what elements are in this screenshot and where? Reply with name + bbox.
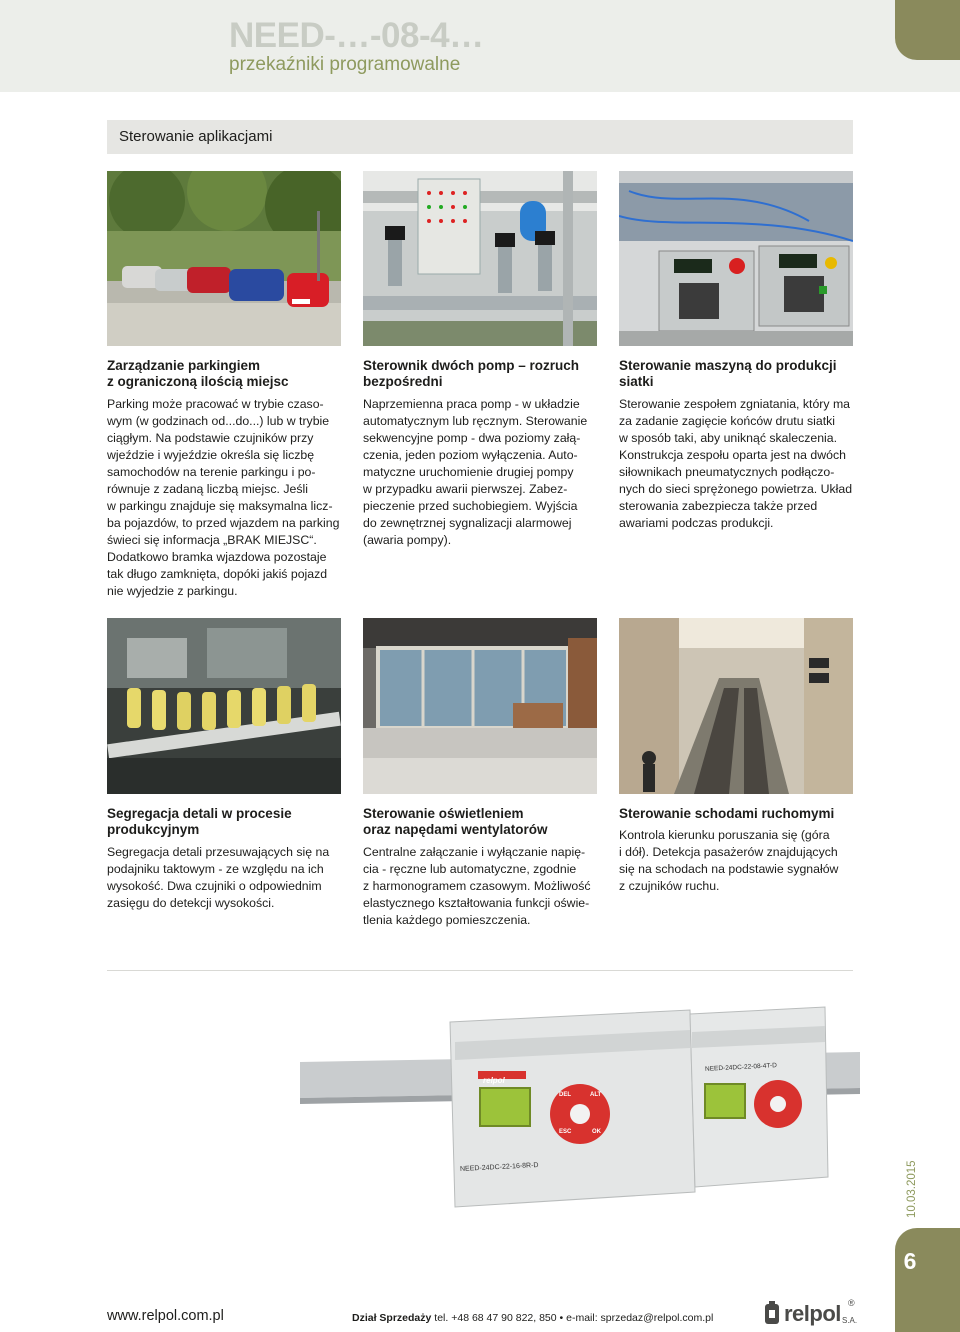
item-1-line: wjeździe i wyjeździe określa się liczbę <box>107 448 315 462</box>
item-2-line: (awaria pompy). <box>363 533 452 547</box>
item-1-title <box>107 358 342 390</box>
item-2-line: automatycznym lub ręcznym. Sterowanie <box>363 414 588 428</box>
item-5-title <box>363 806 598 838</box>
item-6-body <box>619 827 855 895</box>
photo-parking <box>107 171 341 346</box>
item-1-line: w parkingu znajduje się maksymalna licz- <box>107 499 333 513</box>
divider <box>107 970 853 971</box>
item-1-line: równuje z zadaną liczbą miejsc. Jeśli <box>107 482 308 496</box>
relpol-logo <box>762 1298 858 1328</box>
item-6-line: Kontrola kierunku poruszania się (góra <box>619 828 830 842</box>
item-2-title <box>363 358 598 390</box>
product-photo <box>300 992 860 1232</box>
item-2-line: do zewnętrznej sygnalizacji alarmowej <box>363 516 572 530</box>
product-btn-esc: ESC <box>559 1129 572 1135</box>
item-5-line: cia - ręczne lub automatyczne, zgodnie <box>363 862 577 876</box>
footer-dept: Dział Sprzedaży <box>352 1312 432 1324</box>
item-5-body <box>363 844 599 929</box>
item-4-title-line-1: Segregacja detali w procesie <box>107 806 292 821</box>
item-4-line: Segregacja detali przesuwających się na <box>107 845 330 859</box>
product-btn-del: DEL <box>559 1092 571 1098</box>
item-4-line: podajniku taktowym - ze względu na ich <box>107 862 324 876</box>
footer-contact-details: tel. +48 68 47 90 822, 850 • e-mail: sprzedaz@relpol.com.pl <box>434 1312 714 1324</box>
item-1-line: Dodatkowo bramka wjazdowa pozostaje <box>107 550 327 564</box>
item-1-body <box>107 396 343 600</box>
issue-date: 10.03.2015 <box>906 1160 918 1218</box>
item-2-line: matyczne uruchomienie drugiej pompy <box>363 465 574 479</box>
item-2-line: sekwencyjne pomp - dwa poziomy załą- <box>363 431 581 445</box>
item-5-title-line-1: Sterowanie oświetleniem <box>363 806 524 821</box>
photo-pumps <box>363 171 597 346</box>
photo-escalators <box>619 618 853 794</box>
item-2-body <box>363 396 599 549</box>
item-3-title-line-1: Sterowanie maszyną do produkcji <box>619 358 837 373</box>
logo-suffix: S.A. <box>842 1316 858 1325</box>
item-4-line: wysokość. Dwa czujniki o odpowiednim <box>107 879 322 893</box>
logo-registered: ® <box>848 1298 855 1308</box>
item-6-line: i dół). Detekcja pasażerów znajdujących <box>619 845 838 859</box>
item-1-line: ba pojazdów, to przed wjazdem na parking <box>107 516 340 530</box>
item-3-line: nych do sieci sprężonego powietrza. Układ <box>619 482 853 496</box>
item-3-title <box>619 358 854 390</box>
photo-lobby <box>363 618 597 794</box>
product-model-1: NEED-24DC-22-16-8R-D <box>459 1161 539 1174</box>
header-subtitle: przekaźniki programowalne <box>229 54 461 75</box>
item-2-line: Naprzemienna praca pomp - w układzie <box>363 397 580 411</box>
item-6-title <box>619 806 854 822</box>
page-number-tab <box>895 1228 960 1332</box>
item-1-line: samochodów na terenie parkingu i po- <box>107 465 316 479</box>
relpol-logo-icon <box>762 1301 782 1327</box>
item-1-line: Parking może pracować w trybie czaso- <box>107 397 324 411</box>
item-6-line: z czujników ruchu. <box>619 879 720 893</box>
item-5-line: tlenia każdego pomieszczenia. <box>363 913 531 927</box>
item-1-line: wym (w godzinach od...do...) lub w trybie <box>107 414 330 428</box>
item-4-line: zasięgu do detekcji wysokości. <box>107 896 275 910</box>
item-5-title-line-2: oraz napędami wentylatorów <box>363 822 548 837</box>
item-3-line: sterowania zabezpiecza także przed <box>619 499 818 513</box>
item-2-line: w przypadku awarii pierwszej. Zabez- <box>363 482 568 496</box>
logo-text: relpol <box>784 1301 841 1326</box>
product-btn-ok: OK <box>592 1129 601 1135</box>
product-btn-alt: ALT <box>590 1092 602 1098</box>
item-4-title <box>107 806 342 838</box>
item-1-title-line-1: Zarządzanie parkingiem <box>107 358 261 373</box>
item-3-title-line-2: siatki <box>619 374 654 389</box>
item-1-line: tak długo zamknięta, dopóki jakiś pojazd <box>107 567 328 581</box>
item-2-title-line-1: Sterownik dwóch pomp – rozruch <box>363 358 580 373</box>
header-accent-tab <box>895 0 960 60</box>
item-6-line: się na schodach na podstawie sygnałów <box>619 862 839 876</box>
item-4-body <box>107 844 343 912</box>
item-3-line: Sterowanie zespołem zgniatania, który ma <box>619 397 851 411</box>
item-3-line: Konstrukcja zespołu oparta jest na dwóch <box>619 448 846 462</box>
item-1-line: świeci się informacja „BRAK MIEJSC“. <box>107 533 317 547</box>
product-model-2: NEED-24DC-22-08-4T-D <box>704 1062 778 1073</box>
item-2-line: pieczenie przed suchobiegiem. Wyjścia <box>363 499 578 513</box>
item-3-line: za zadanie zagięcie końców drutu siatki <box>619 414 836 428</box>
section-bar <box>107 120 853 154</box>
page-header <box>0 0 960 92</box>
photo-bottling <box>107 618 341 794</box>
item-3-line: awariami podczas produkcji. <box>619 516 774 530</box>
item-3-body <box>619 396 855 532</box>
item-5-line: elastycznego kształtowania funkcji oświe- <box>363 896 590 910</box>
item-1-title-line-2: z ograniczoną ilością miejsc <box>107 374 289 389</box>
item-3-line: siłownikach pneumatycznych podłączo- <box>619 465 835 479</box>
item-1-line: nie wyjedzie z parkingu. <box>107 584 238 598</box>
item-4-title-line-2: produkcyjnym <box>107 822 200 837</box>
item-6-title-line-1: Sterowanie schodami ruchomymi <box>619 806 835 821</box>
footer-website-link[interactable]: www.relpol.com.pl <box>107 1308 224 1324</box>
header-title: NEED-…-08-4… <box>229 16 484 55</box>
item-3-line: w sposób taki, aby uniknąć skaleczenia. <box>619 431 838 445</box>
product-brand-label: relpol <box>483 1076 505 1085</box>
item-2-title-line-2: bezpośredni <box>363 374 443 389</box>
section-title: Sterowanie aplikacjami <box>119 128 273 145</box>
footer-contact <box>352 1312 713 1324</box>
item-1-line: ciągłym. Na podstawie czujników przy <box>107 431 314 445</box>
item-5-line: Centralne załączanie i wyłączanie napię- <box>363 845 586 859</box>
item-2-line: czenia, jeden poziom wyłączenia. Auto- <box>363 448 578 462</box>
photo-machine <box>619 171 853 346</box>
item-5-line: z harmonogramem czasowym. Możliwość <box>363 879 591 893</box>
page-number: 6 <box>903 1248 917 1274</box>
